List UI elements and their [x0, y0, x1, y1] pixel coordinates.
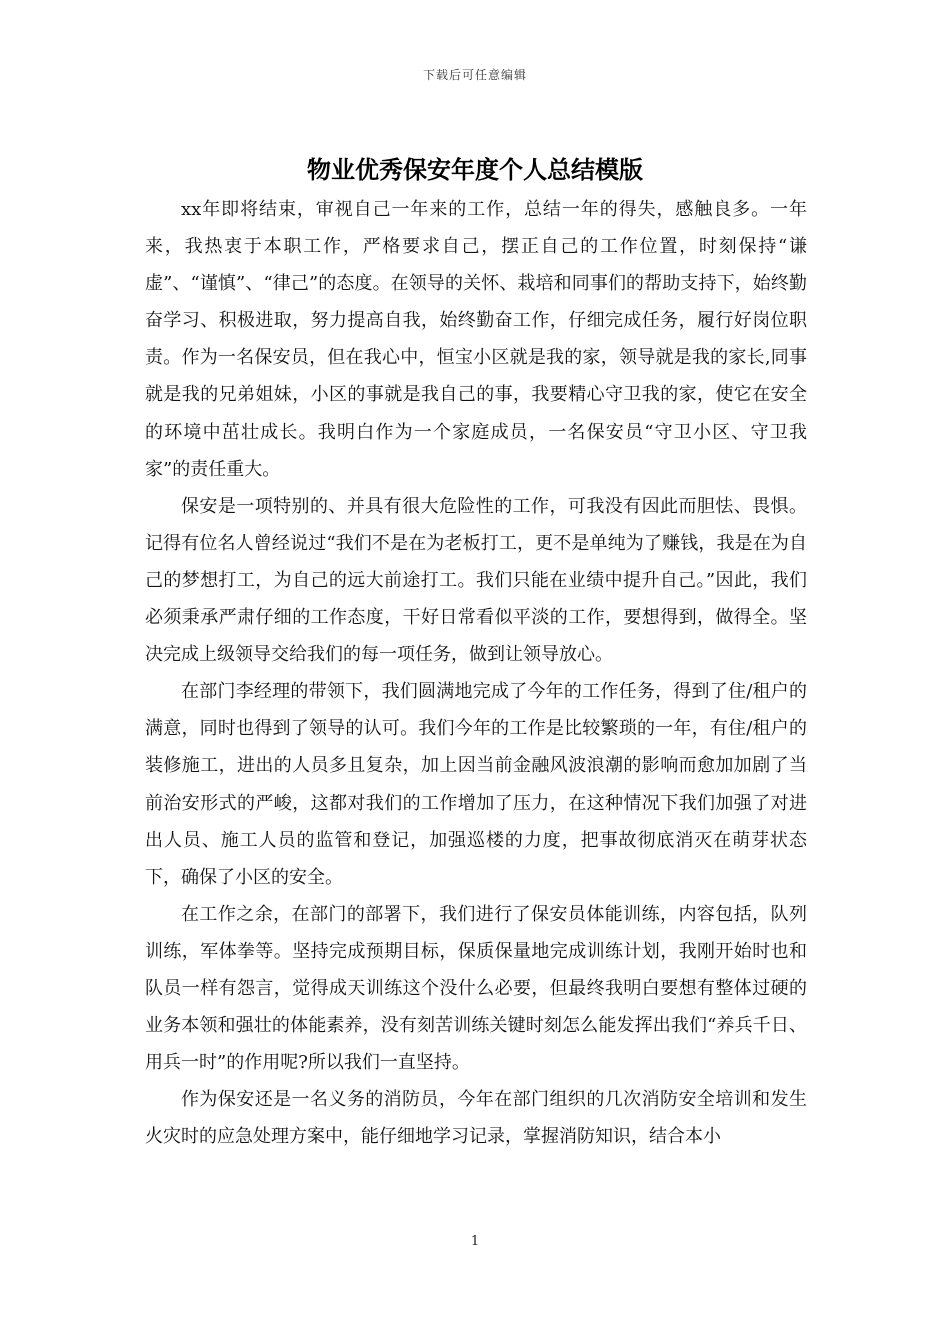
page-number: 1 [470, 1234, 480, 1249]
body-paragraph: 保安是一项特别的、并具有很大危险性的工作，可我没有因此而胆怯、畏惧。记得有位名人曾经说过“我们不是在为老板打工，更不是单纯为了赚钱，我是在为自己的梦想打工，为自己的远大前途打工。我们只能在业绩中提升自己。”因此，我们必须秉承严肃仔细的工作态度，干好日常看似平淡的工作，要想得到，做得全。坚决完成上级领导交给我们的每一项任务，做到让领导放心。 [145, 495, 807, 666]
document-body [145, 191, 807, 1155]
body-paragraph: 在部门李经理的带领下，我们圆满地完成了今年的工作任务，得到了住/租户的满意，同时也得到了领导的认可。我们今年的工作是比较繁琐的一年，有住/租户的装修施工，进出的人员多且复杂，加上因当前金融风波浪潮的影响而愈加加剧了当前治安形式的严峻，这都对我们的工作增加了压力，在这种情况下我们加强了对进出人员、施工人员的监管和登记，加强巡楼的力度，把事故彻底消灭在萌芽状态下，确保了小区的安全。 [145, 681, 807, 888]
document-title: 物业优秀保安年度个人总结模版 [307, 155, 643, 184]
page-header-note: 下载后可任意编辑 [422, 68, 527, 82]
body-paragraph: 在工作之余，在部门的部署下，我们进行了保安员体能训练，内容包括，队列训练，军体拳等。坚持完成预期目标，保质保量地完成训练计划，我刚开始时也和队员一样有怨言，觉得成天训练这个没什么必要，但最终我明白要想有整体过硬的业务本领和强壮的体能素养，没有刻苦训练关键时刻怎么能发挥出我们“养兵千日、用兵一时”的作用呢?所以我们一直坚持。 [145, 903, 807, 1074]
body-paragraph: 作为保安还是一名义务的消防员，今年在部门组织的几次消防安全培训和发生火灾时的应急处理方案中，能仔细地学习记录，掌握消防知识，结合本小 [145, 1089, 807, 1148]
body-paragraph: xx年即将结束，审视自己一年来的工作，总结一年的得失，感触良多。一年来，我热衷于本职工作，严格要求自己，摆正自己的工作位置，时刻保持“谦虚”、“谨慎”、“律己”的态度。在领导的关怀、栽培和同事们的帮助支持下，始终勤奋学习、积极进取，努力提高自我，始终勤奋工作，仔细完成任务，履行好岗位职责。作为一名保安员，但在我心中，恒宝小区就是我的家，领导就是我的家长,同事就是我的兄弟姐妹，小区的事就是我自己的事，我要精心守卫我的家，使它在安全的环境中茁壮成长。我明白作为一个家庭成员，一名保安员“守卫小区、守卫我家”的责任重大。 [145, 199, 807, 480]
